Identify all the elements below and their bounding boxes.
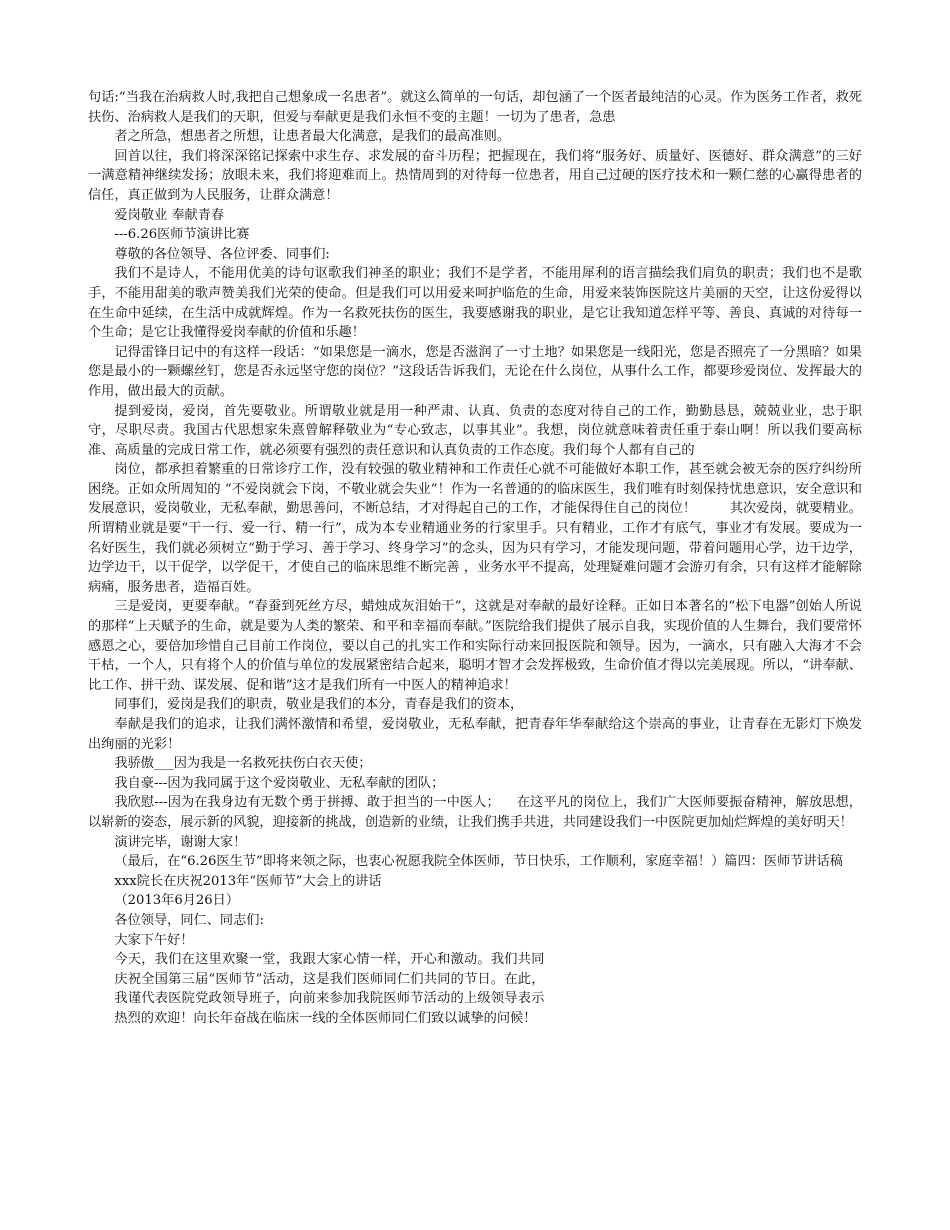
paragraph-celebration: 今天，我们在这里欢聚一堂，我跟大家心情一样，开心和激动。我们共同庆祝全国第三届“医师节”活动，这是我们医师同仁们共同的节日。在此，我谨代表医院党政领导班子，向前来参加我院医师节活动的上级领导表示热烈的欢迎！向长年奋战在临床一线的全体医师同仁们致以诚挚的问候！ — [114, 952, 545, 1026]
paragraph-proud: 我骄傲___因为我是一名救死扶伤白衣天使； — [114, 756, 372, 772]
paragraph-gratified: 我欣慰---因为在我身边有无数个勇于拼搏、敢于担当的一中医人； 在这平凡的岗位上，我们广大医师要振奋精神，解放思想，以崭新的姿态，展示新的风貌，迎接新的挑战，创造新的业绩，让我们携手共进，共同建设我们一中医院更加灿烂辉煌的美好明天！ — [88, 795, 862, 830]
paragraph-pursuit: 奉献是我们的追求，让我们满怀激情和希望，爱岗敬业，无私奉献，把青春年华奉献给这个崇高的事业，让青春在无影灯下焕发出绚丽的光彩！ — [88, 717, 862, 752]
section-title-director-speech: xxx院长在庆祝2013年“医师节”大会上的讲话 — [114, 873, 382, 889]
paragraph-review: 回首以往，我们将深深铭记探索中求生存、求发展的奋斗历程；把握现在，我们将“服务好、质量好、医德好、群众满意”的三好一满意精神继续发扬；放眼未来，我们将迎难而上。热情周到的对待每一位患者，用自己过硬的医疗技术和一颗仁慈的心赢得患者的信任，真正做到为人民服务，让群众满意！ — [88, 148, 862, 203]
paragraph-lei-feng: 记得雷锋日记中的有这样一段话：“如果您是一滴水，您是否滋润了一寸土地？如果您是一线阳光，您是否照亮了一分黑暗？如果您是最小的一颗螺丝钉，您是否永远坚守您的岗位？”这段话告诉我们，无论在什么岗位，从事什么工作，都要珍爱岗位、发挥最大的作用，做出最大的贡献。 — [88, 344, 862, 399]
paragraph-colleagues: 同事们，爱岗是我们的职责，敬业是我们的本分，青春是我们的资本， — [114, 697, 524, 713]
paragraph-not-poets: 我们不是诗人，不能用优美的诗句讴歌我们神圣的职业；我们不是学者，不能用犀利的语言描绘我们肩负的职责；我们也不是歌手，不能用甜美的歌声赞美我们光荣的使命。但是我们可以用爱来呵护临危的生命，用爱来装饰医院这片美丽的天空，让这份爱得以在生命中延续，在生活中成就辉煌。作为一名救死扶伤的医生，我要感谢我的职业，是它让我知道怎样平等、善良、真诚的对待每一个生命；是它让我懂得爱岗奉献的价值和乐趣！ — [88, 266, 862, 341]
paragraph-honored: 我自豪---因为我同属于这个爱岗敬业、无私奉献的团队； — [114, 775, 445, 791]
paragraph-closing-wish: （最后，在“6.26医生节”即将来领之际，也衷心祝愿我院全体医师，节日快乐，工作顺利，家庭幸福！）篇四：医师节讲话稿 — [114, 854, 843, 870]
speech-title: 爱岗敬业 奉献青春 — [114, 207, 225, 223]
speech-date: （2013年6月26日） — [114, 893, 240, 909]
paragraph-patient-first: 者之所急，想患者之所想，让患者最大化满意，是我们的最高准则。 — [114, 129, 511, 145]
speech-subtitle: ---6.26医师节演讲比赛 — [114, 227, 250, 243]
paragraph-devotion: 三是爱岗，更要奉献。“春蚕到死丝方尽，蜡烛成灰泪始干”，这就是对奉献的最好诠释。正如日本著名的“松下电器”创始人所说的那样“上天赋予的生命，就是要为人类的繁荣、和平和幸福而奉献。”医院给我们提供了展示自我，实现价值的人生舞台，我们要常怀感恩之心，要倍加珍惜自己目前工作岗位，要以自己的扎实工作和实际行动来回报医院和领导。因为，一滴水，只有融入大海才不会干枯，一个人，只有将个人的价值与单位的发展紧密结合起来，聪明才智才会发挥极致，生命价值才得以完美展现。所以，“讲奉献、比工作、拼干劲、谋发展、促和谐”这才是我们所有一中医人的精神追求！ — [88, 599, 862, 693]
paragraph-intro-quote: 句话:“当我在治病救人时,我把自己想象成一名患者”。就这么简单的一句话，却包涵了一个医者最纯洁的心灵。作为医务工作者，救死扶伤、治病救人是我们的天职，但爱与奉献更是我们永恒不变的主题！一切为了患者，急患 — [88, 90, 862, 125]
paragraph-dedication: 提到爱岗，爱岗，首先要敬业。所谓敬业就是用一种严肃、认真、负责的态度对待自己的工作，勤勤恳恳，兢兢业业，忠于职守，尽职尽责。我国古代思想家朱熹曾解释敬业为“专心致志，以事其业”。我想，岗位就意味着责任重于泰山啊！所以我们要高标准、高质量的完成日常工作，就必须要有强烈的责任意识和认真负责的工作态度。我们每个人都有自己的 — [88, 403, 862, 458]
paragraph-thanks: 演讲完毕，谢谢大家！ — [114, 834, 247, 850]
speech-salutation: 尊敬的各位领导、各位评委、同事们: — [114, 246, 330, 262]
speech-greeting: 各位领导，同仁、同志们: — [114, 912, 264, 928]
speech-good-afternoon: 大家下午好！ — [114, 932, 194, 948]
paragraph-excellence: 岗位，都承担着繁重的日常诊疗工作，没有较强的敬业精神和工作责任心就不可能做好本职工作，甚至就会被无奈的医疗纠纷所困绕。正如众所周知的 “不爱岗就会下岗，不敬业就会失业”！作为一名普通的的临床医生，我们唯有时刻保持忧患意识，安全意识和发展意识，爱岗敬业，无私奉献，勤思善问，不断总结，才对得起自己的工作，才能保得住自己的岗位！ 其次爱岗，就要精业。所谓精业就是要“干一行、爱一行、精一行”，成为本专业精通业务的行家里手。只有精业，工作才有底气，事业才有发展。要成为一名好医生，我们就必须树立“勤于学习、善于学习、终身学习”的念头，因为只有学习，才能发现问题，带着问题用心学，边干边学，边学边干，以干促学，以学促干，才使自己的临床思维不断完善 ，业务水平不提高，处理疑难问题才会游刃有余，只有这样才能解除病痛，服务患者，造福百姓。 — [88, 462, 862, 595]
